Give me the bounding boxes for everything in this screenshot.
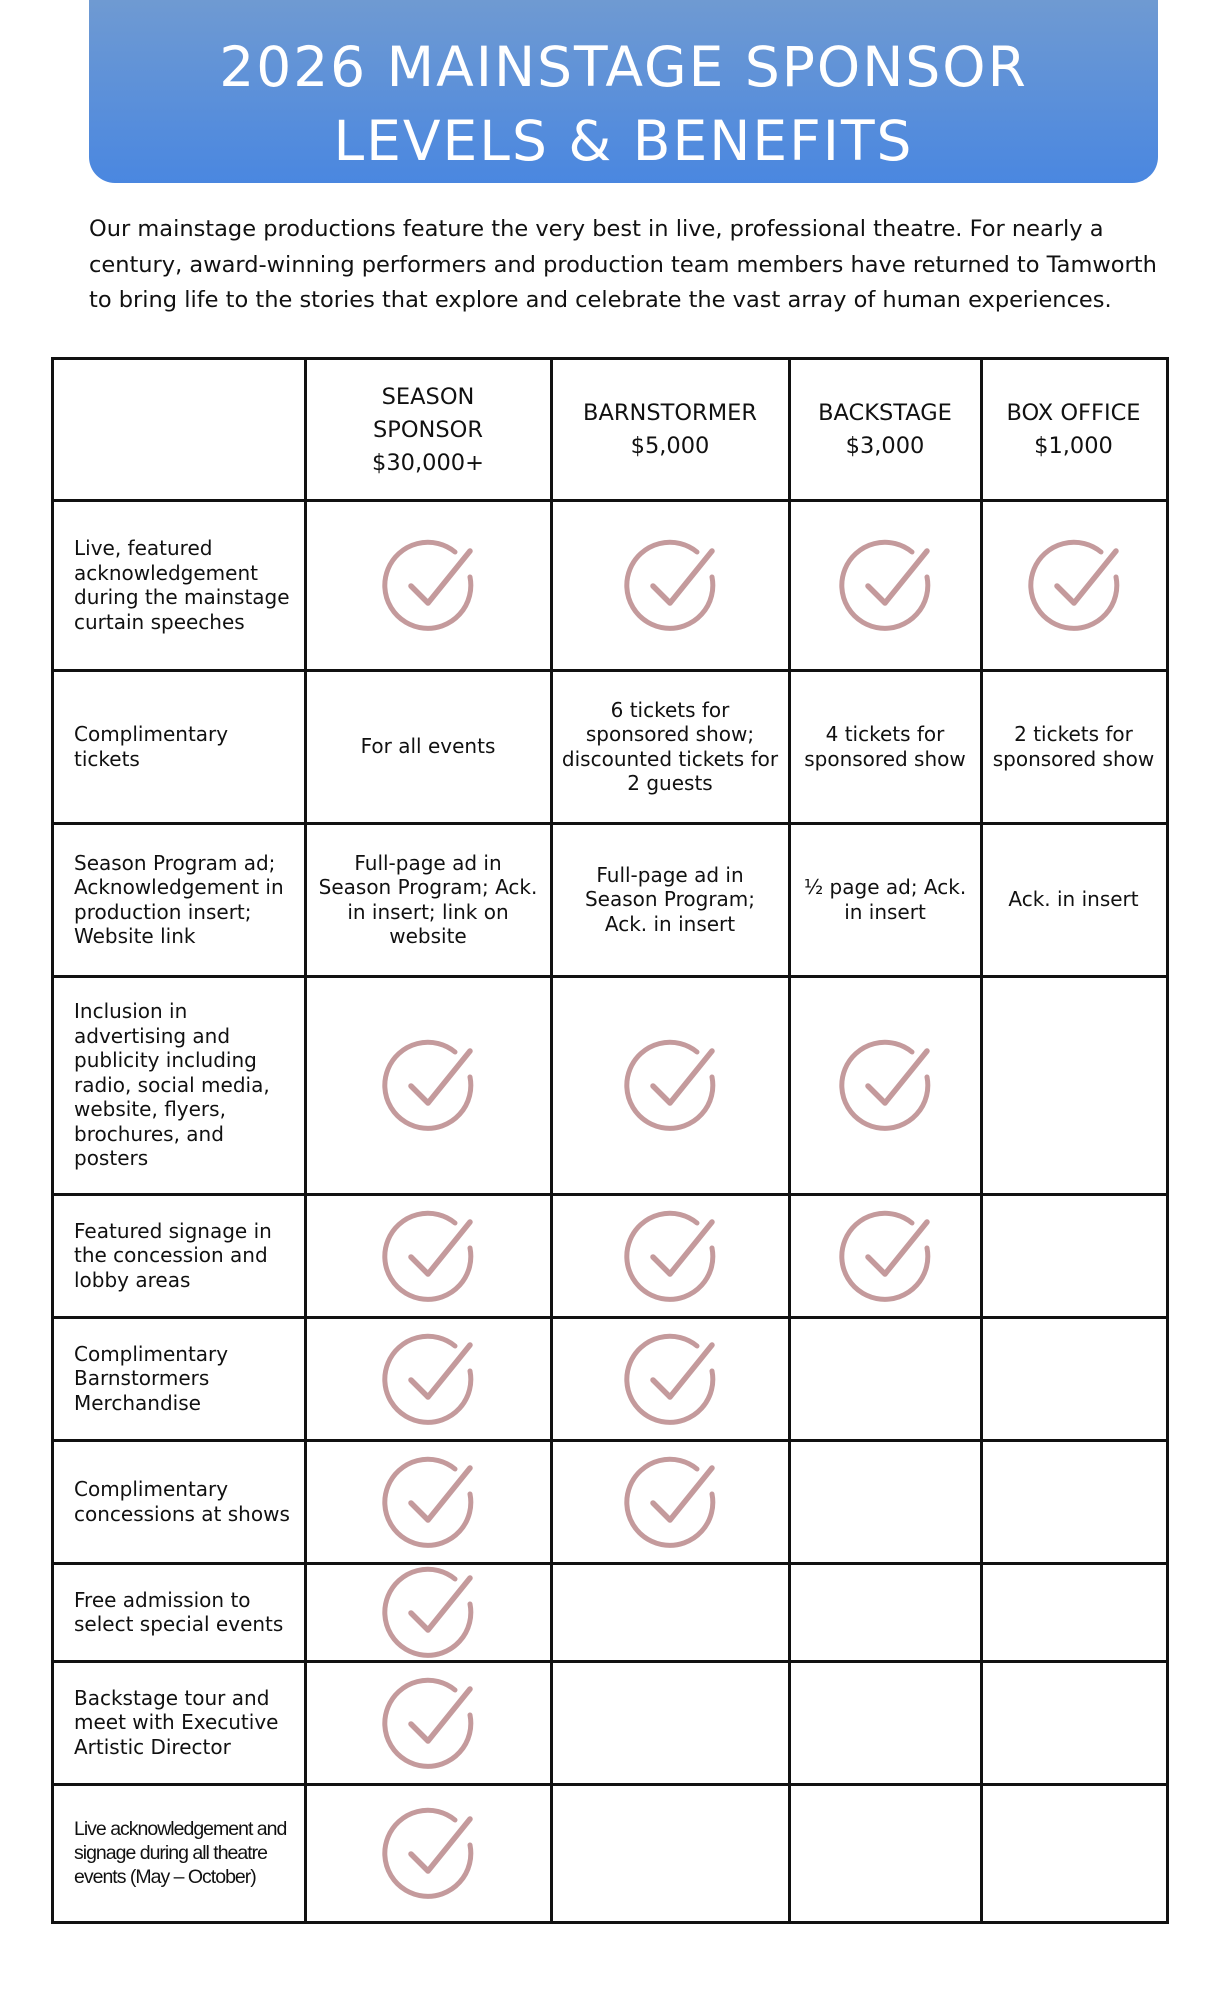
tier-name: SEASON SPONSOR [372, 383, 484, 443]
benefit-value: Full-page ad in Season Program; Ack. in insert; link on website [318, 850, 538, 948]
benefit-value: 4 tickets for sponsored show [804, 722, 966, 771]
sponsor-benefits-table [51, 357, 1169, 1924]
tier-price: $30,000+ [372, 449, 484, 476]
benefit-label: Complimentary tickets [74, 722, 229, 771]
checkmark-icon [382, 1206, 482, 1306]
benefit-label: Season Program ad; Acknowledgement in production insert; Website link [74, 850, 284, 948]
page-title-line-1: 2026 MAINSTAGE SPONSOR [219, 35, 1028, 99]
tier-name: BARNSTORMER [583, 400, 757, 426]
page-title-line-2: LEVELS & BENEFITS [333, 109, 914, 173]
tier-price: $1,000 [1034, 433, 1113, 459]
benefit-label: Inclusion in advertising and publicity including radio, social media, website, flyers, brochures, and posters [74, 999, 270, 1171]
checkmark-icon [624, 1452, 724, 1552]
tier-header [983, 360, 1164, 500]
checkmark-icon [382, 1329, 482, 1429]
checkmark-icon [382, 1803, 482, 1903]
benefit-label: Featured signage in the concession and lobby areas [74, 1218, 272, 1292]
checkmark-icon [624, 1329, 724, 1429]
benefit-label: Complimentary concessions at shows [74, 1477, 290, 1526]
benefit-label: Complimentary Barnstormers Merchandise [74, 1341, 229, 1415]
benefit-value: 2 tickets for sponsored show [992, 722, 1155, 771]
benefit-label: Live acknowledgement and signage during all theatre events (May – October) [74, 1817, 287, 1888]
tier-price: $5,000 [630, 433, 710, 459]
table-column-divider [980, 360, 983, 1921]
checkmark-icon [624, 1206, 724, 1306]
benefit-label: Backstage tour and meet with Executive Artistic Director [74, 1685, 279, 1759]
table-column-divider [550, 360, 553, 1921]
checkmark-icon [382, 1562, 482, 1662]
tier-header [307, 360, 549, 500]
intro-paragraph: Our mainstage productions feature the very best in live, professional theatre. For nearly a century, award-winning performers and production team members have returned to Tamworth to bring life to the stories that explore and celebrate the vast array of human experiences. [89, 216, 1157, 313]
checkmark-icon [382, 535, 482, 635]
title-banner [89, 0, 1158, 183]
checkmark-icon [382, 1035, 482, 1135]
checkmark-icon [624, 535, 724, 635]
checkmark-icon [1028, 535, 1128, 635]
checkmark-icon [382, 1673, 482, 1773]
benefit-value: 6 tickets for sponsored show; discounted tickets for 2 guests [561, 697, 779, 795]
checkmark-icon [624, 1035, 724, 1135]
checkmark-icon [839, 1035, 939, 1135]
benefit-value: Ack. in insert [1008, 887, 1139, 912]
benefit-value: ½ page ad; Ack. in insert [803, 875, 967, 924]
tier-name: BOX OFFICE [1006, 400, 1141, 426]
checkmark-icon [839, 535, 939, 635]
table-column-divider [788, 360, 791, 1921]
tier-header [553, 360, 787, 500]
checkmark-icon [382, 1452, 482, 1552]
benefit-label: Free admission to select special events [74, 1587, 284, 1636]
benefit-value: For all events [360, 734, 496, 759]
tier-header [791, 360, 979, 500]
table-column-divider [304, 360, 307, 1921]
page-title [89, 0, 1158, 178]
benefit-label: Live, featured acknowledgement during the mainstage curtain speeches [74, 536, 290, 634]
checkmark-icon [839, 1206, 939, 1306]
tier-price: $3,000 [845, 433, 925, 459]
tier-name: BACKSTAGE [818, 400, 952, 426]
benefit-value: Full-page ad in Season Program; Ack. in insert [584, 862, 756, 936]
